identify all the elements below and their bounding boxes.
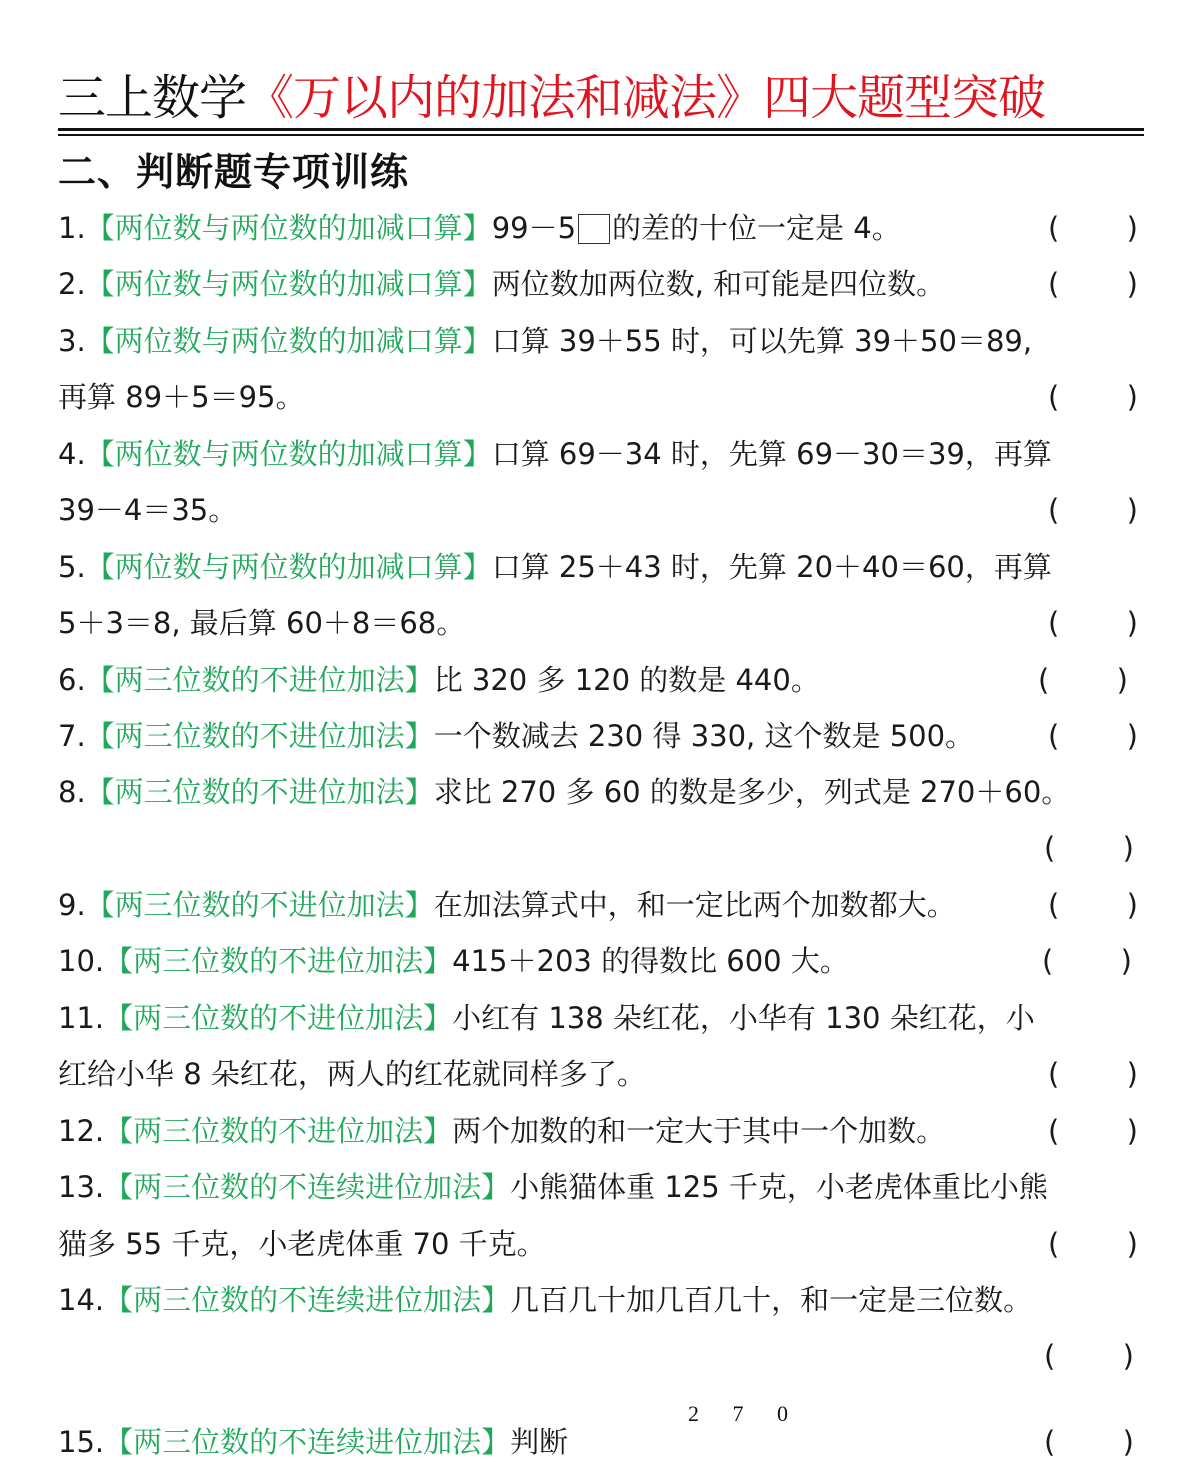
- answer-slot-5[interactable]: [1048, 603, 1138, 643]
- paren-close: ): [1126, 1227, 1138, 1261]
- paren-close: ): [1122, 1339, 1134, 1373]
- question-8: [58, 772, 1148, 812]
- question-topic-tag: 【两三位数的不连续进位加法】: [104, 1425, 511, 1459]
- question-number: 2.: [58, 267, 86, 301]
- question-9: [58, 885, 1148, 925]
- question-topic-tag: 【两三位数的不进位加法】: [104, 1001, 453, 1035]
- question-topic-tag: 【两位数与两位数的加减口算】: [85, 550, 492, 584]
- paren-open: (: [1048, 211, 1060, 245]
- question-1: [58, 208, 1148, 248]
- question-number: 9.: [58, 888, 86, 922]
- question-number: 4.: [58, 437, 86, 471]
- question-number: 13.: [58, 1170, 105, 1204]
- paren-close: ): [1126, 211, 1138, 245]
- question-text: 判断: [510, 1425, 569, 1459]
- question-topic-tag: 【两三位数的不进位加法】: [85, 775, 434, 809]
- question-text: 口算 69－34 时，先算 69－30＝39，再算: [491, 437, 1052, 471]
- title-grade-subject: 三上数学: [58, 70, 247, 126]
- paren-open: (: [1044, 831, 1056, 865]
- answer-slot-11[interactable]: [1048, 1054, 1138, 1094]
- question-4: [58, 434, 1148, 474]
- question-number: 12.: [58, 1114, 105, 1148]
- question-6: [58, 660, 1148, 700]
- question-13-continuation: 猫多 55 千克，小老虎体重 70 千克。: [58, 1227, 546, 1261]
- answer-slot-14[interactable]: [1044, 1336, 1134, 1376]
- question-number: 11.: [58, 1001, 105, 1035]
- title-underline-thick: [58, 128, 1144, 131]
- paren-open: (: [1048, 719, 1060, 753]
- paren-close: ): [1126, 719, 1138, 753]
- paren-open: (: [1048, 1227, 1060, 1261]
- question-15: [58, 1422, 1148, 1462]
- paren-close: ): [1126, 1057, 1138, 1091]
- paren-close: ): [1126, 380, 1138, 414]
- question-text: 几百几十加几百几十，和一定是三位数。: [510, 1283, 1033, 1317]
- question-text: 口算 25＋43 时，先算 20＋40＝60，再算: [491, 550, 1052, 584]
- title-underline-thin: [58, 134, 1144, 136]
- question-text: 求比 270 多 60 的数是多少，列式是 270＋60。: [433, 775, 1071, 809]
- paren-close: ): [1126, 606, 1138, 640]
- question-14: [58, 1280, 1148, 1320]
- answer-slot-9[interactable]: [1048, 885, 1138, 925]
- question-text: 一个数减去 230 得 330, 这个数是 500。: [433, 719, 975, 753]
- question-number: 15.: [58, 1425, 105, 1459]
- answer-slot-1[interactable]: [1048, 208, 1138, 248]
- question-text: 的差的十位一定是 4。: [612, 211, 901, 245]
- question-topic-tag: 【两位数与两位数的加减口算】: [85, 437, 492, 471]
- paren-close: ): [1120, 944, 1132, 978]
- question-11-continuation: 红给小华 8 朵红花，两人的红花就同样多了。: [58, 1057, 646, 1091]
- paren-open: (: [1048, 380, 1060, 414]
- paren-close: ): [1116, 663, 1128, 697]
- question-3: [58, 321, 1148, 361]
- question-text: 99－5: [491, 211, 577, 245]
- question-topic-tag: 【两三位数的不进位加法】: [85, 719, 434, 753]
- answer-slot-3[interactable]: [1048, 377, 1138, 417]
- paren-close: ): [1126, 1114, 1138, 1148]
- question-4-continuation: 39－4＝35。: [58, 493, 238, 527]
- digit-blank-box[interactable]: [578, 214, 610, 244]
- question-topic-tag: 【两位数与两位数的加减口算】: [85, 324, 492, 358]
- paren-open: (: [1048, 1114, 1060, 1148]
- paren-open: (: [1038, 663, 1050, 697]
- question-10: [58, 941, 1148, 981]
- answer-slot-2[interactable]: [1048, 264, 1138, 304]
- paren-close: ): [1126, 888, 1138, 922]
- question-topic-tag: 【两三位数的不进位加法】: [104, 944, 453, 978]
- paren-close: ): [1126, 493, 1138, 527]
- question-2: [58, 264, 1148, 304]
- question-12: [58, 1111, 1148, 1151]
- section-title: 二、判断题专项训练: [58, 150, 410, 194]
- question-number: 1.: [58, 211, 86, 245]
- question-text: 口算 39＋55 时，可以先算 39＋50＝89,: [491, 324, 1033, 358]
- question-number: 3.: [58, 324, 86, 358]
- question-number: 14.: [58, 1283, 105, 1317]
- question-number: 8.: [58, 775, 86, 809]
- question-text: 两个加数的和一定大于其中一个加数。: [452, 1114, 946, 1148]
- paren-open: (: [1048, 606, 1060, 640]
- question-topic-tag: 【两三位数的不连续进位加法】: [104, 1170, 511, 1204]
- question-topic-tag: 【两位数与两位数的加减口算】: [85, 211, 492, 245]
- question-number: 6.: [58, 663, 86, 697]
- answer-slot-8[interactable]: [1044, 828, 1134, 868]
- answer-slot-7[interactable]: [1048, 716, 1138, 756]
- title-unit-name: 《万以内的加法和减法》四大题型突破: [246, 70, 1046, 126]
- question-topic-tag: 【两位数与两位数的加减口算】: [85, 267, 492, 301]
- question-11: [58, 998, 1148, 1038]
- answer-slot-10[interactable]: [1042, 941, 1132, 981]
- paren-open: (: [1044, 1339, 1056, 1373]
- question-topic-tag: 【两三位数的不连续进位加法】: [104, 1283, 511, 1317]
- page-title: [58, 68, 1148, 128]
- paren-open: (: [1048, 888, 1060, 922]
- paren-open: (: [1048, 1057, 1060, 1091]
- answer-slot-12[interactable]: [1048, 1111, 1138, 1151]
- vertical-calculation-top-row: 2 7 0: [688, 1401, 802, 1426]
- question-text: 小红有 138 朵红花，小华有 130 朵红花，小: [452, 1001, 1035, 1035]
- question-text: 在加法算式中，和一定比两个加数都大。: [433, 888, 956, 922]
- question-topic-tag: 【两三位数的不进位加法】: [104, 1114, 453, 1148]
- question-number: 5.: [58, 550, 86, 584]
- paren-open: (: [1044, 1425, 1056, 1459]
- paren-open: (: [1048, 493, 1060, 527]
- question-3-continuation: 再算 89＋5＝95。: [58, 380, 305, 414]
- answer-slot-4[interactable]: [1048, 490, 1138, 530]
- question-number: 10.: [58, 944, 105, 978]
- answer-slot-6[interactable]: [1038, 660, 1128, 700]
- question-text: 两位数加两位数, 和可能是四位数。: [491, 267, 946, 301]
- question-topic-tag: 【两三位数的不进位加法】: [85, 888, 434, 922]
- paren-close: ): [1126, 267, 1138, 301]
- question-7: [58, 716, 1148, 756]
- question-number: 7.: [58, 719, 86, 753]
- question-5: [58, 547, 1148, 587]
- answer-slot-15[interactable]: [1044, 1422, 1134, 1462]
- paren-close: ): [1122, 831, 1134, 865]
- question-topic-tag: 【两三位数的不进位加法】: [85, 663, 434, 697]
- question-5-continuation: 5＋3＝8, 最后算 60＋8＝68。: [58, 606, 466, 640]
- question-13: [58, 1167, 1148, 1207]
- question-text: 小熊猫体重 125 千克，小老虎体重比小熊: [510, 1170, 1048, 1204]
- question-text: 415＋203 的得数比 600 大。: [452, 944, 849, 978]
- question-text: 比 320 多 120 的数是 440。: [433, 663, 820, 697]
- paren-open: (: [1042, 944, 1054, 978]
- answer-slot-13[interactable]: [1048, 1224, 1138, 1264]
- paren-open: (: [1048, 267, 1060, 301]
- paren-close: ): [1122, 1425, 1134, 1459]
